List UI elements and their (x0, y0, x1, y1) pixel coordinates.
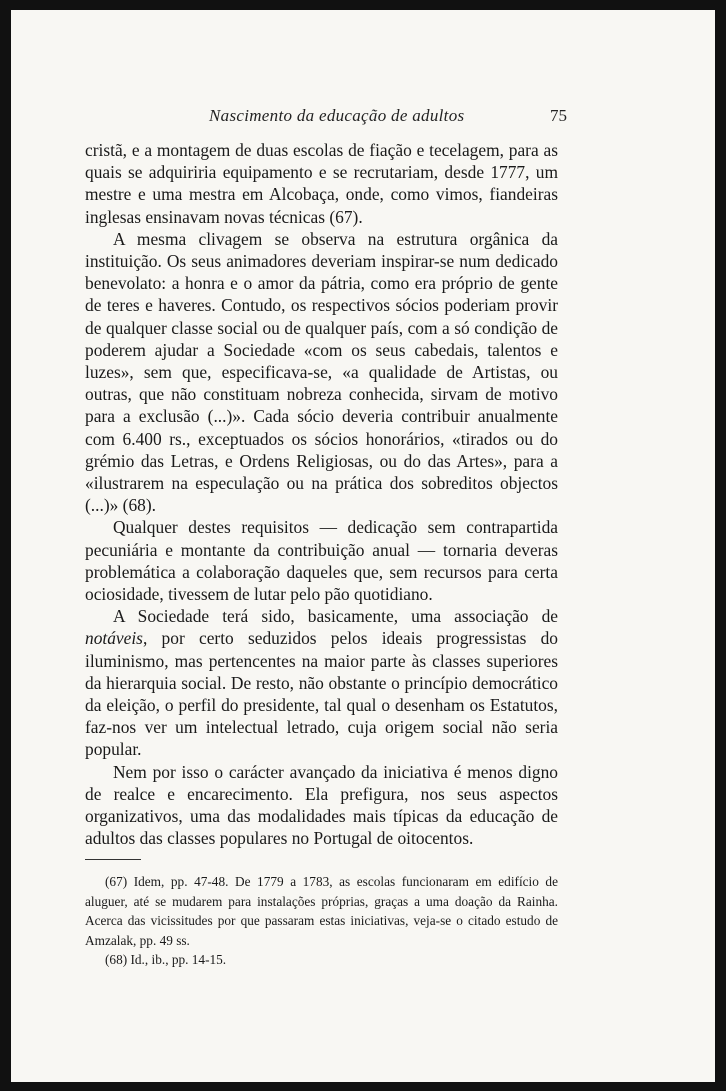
paragraph-4-start: A Sociedade terá sido, basicamente, uma associação de (113, 606, 558, 627)
page-number: 75 (550, 106, 567, 125)
footnote-68: (68) Id., ib., pp. 14-15. (105, 952, 227, 967)
running-title: Nascimento da educação de adultos (209, 106, 465, 125)
footnote-67: (67) Idem, pp. 47-48. De 1779 a 1783, as escolas funcionaram em edifício de aluguer, até se mudarem para instalações próprias, graças a uma doação da Rainha. Acerca das vicissitudes por que passaram estas iniciativas, veja-se o citado estudo de Amzalak, pp. 49 ss. (85, 874, 558, 948)
footnotes (85, 872, 558, 970)
paragraph-4 (85, 605, 558, 760)
italic-term: notáveis (85, 628, 143, 649)
paragraph-5: Nem por isso o carácter avançado da iniciativa é menos digno de realce e encarecimento. Ela prefigura, nos seus aspectos organizativos, uma das modalidades mais típicas da educação de adultos das classes populares no Portugal de oitocentos. (85, 761, 558, 849)
paragraph-1: cristã, e a montagem de duas escolas de fiação e tecelagem, para as quais se adquiriria equipamento e se recrutariam, desde 1777, um mestre e uma mestra em Alcobaça, onde, como vimos, fiandeiras inglesas ensinavam novas técnicas (67). (85, 140, 558, 227)
paragraph-3: Qualquer destes requisitos — dedicação sem contrapartida pecuniária e montante da contribuição anual — tornaria deveras problemática a colaboração daqueles que, sem recursos para certa ociosidade, tivessem de lutar pelo pão quotidiano. (85, 517, 558, 605)
footnote-divider (85, 859, 141, 860)
body-text (85, 139, 558, 850)
paragraph-2: A mesma clivagem se observa na estrutura orgânica da instituição. Os seus animadores deveriam inspirar-se num dedicado benevolato: a honra e o amor da pátria, como era próprio de gente de teres e haveres. Contudo, os respectivos sócios poderiam provir de qualquer classe social ou de qualquer país, com a só condição de poderem ajudar a Sociedade «com os seus cabedais, talentos e luzes», sem que, especificava-se, «a qualidade de Artistas, ou outras, que não constituam nobreza conhecida, sirvam de motivo para a exclusão (...)». Cada sócio deveria contribuir anualmente com 6.400 rs., exceptuados os sócios honorários, «tirados ou do grémio das Letras, e Ordens Religiosas, ou do das Artes», para a «ilustrarem na especulação ou na prática dos sobreditos objectos (...)» (68). (85, 228, 558, 516)
running-header (96, 106, 573, 128)
paragraph-4-end: , por certo seduzidos pelos ideais progressistas do iluminismo, mas pertencentes na maior parte às classes superiores da hierarquia social. De resto, não obstante o princípio democrático da eleição, o perfil do presidente, tal qual o desenham os Estatutos, faz-nos ver um intelectual letrado, cuja origem social não seria popular. (85, 628, 558, 760)
